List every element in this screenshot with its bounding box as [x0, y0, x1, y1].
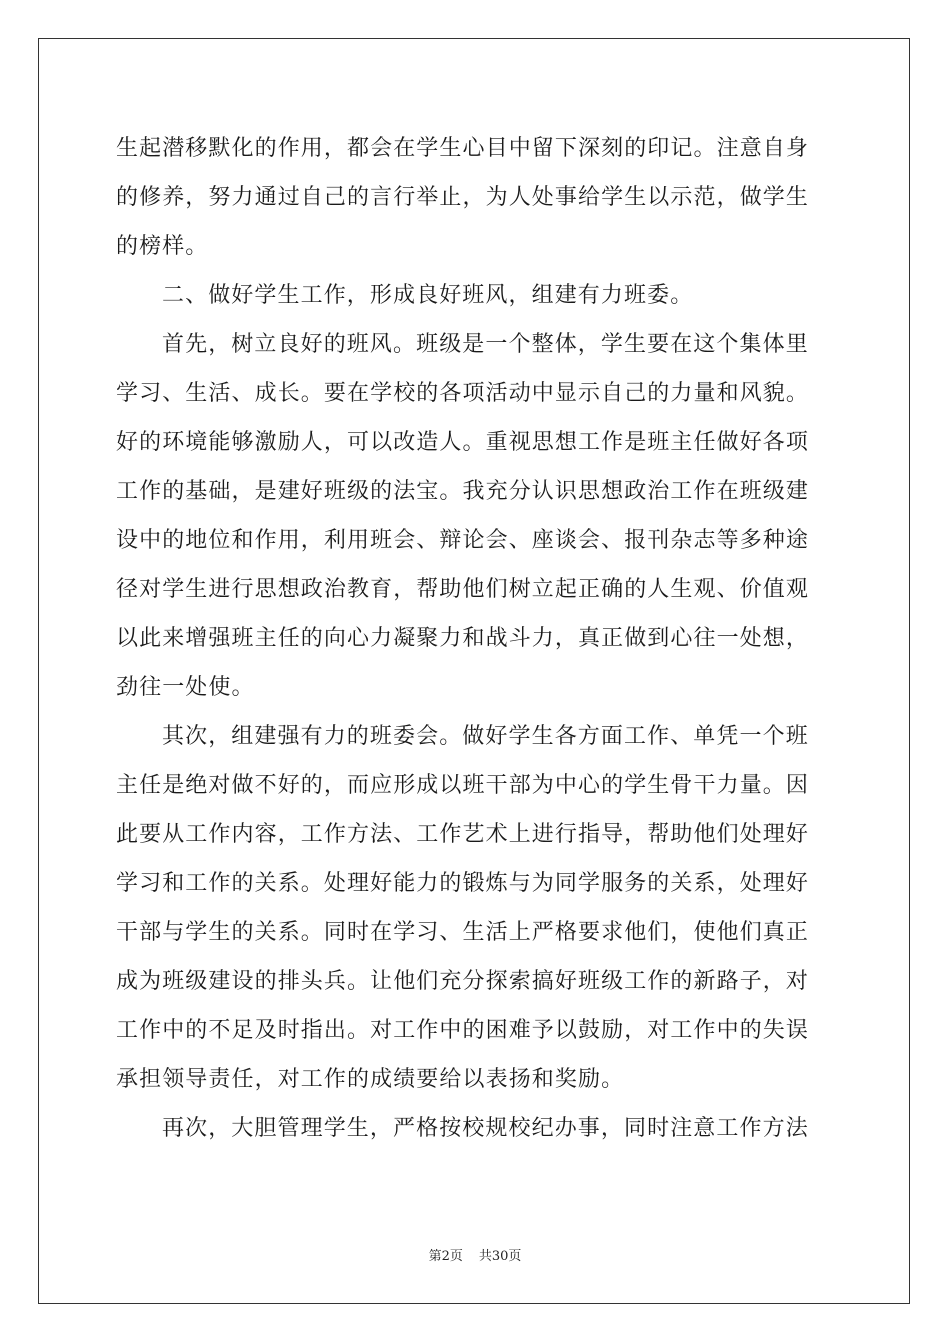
page-footer — [0, 1245, 950, 1264]
text-line: 以此来增强班主任的向心力凝聚力和战斗力，真正做到心往一处想， — [116, 626, 810, 651]
text-line: 此要从工作内容，工作方法、工作艺术上进行指导，帮助他们处理好 — [116, 822, 810, 847]
text-line: 工作中的不足及时指出。对工作中的困难予以鼓励，对工作中的失误 — [116, 1018, 810, 1043]
text-line: 干部与学生的关系。同时在学习、生活上严格要求他们，使他们真正 — [116, 920, 810, 945]
document-body — [116, 124, 834, 1153]
text-line: 的榜样。 — [116, 234, 209, 259]
text-line: 设中的地位和作用，利用班会、辩论会、座谈会、报刊杂志等多种途 — [116, 528, 810, 553]
text-line: 的修养，努力通过自己的言行举止，为人处事给学生以示范，做学生 — [116, 185, 810, 210]
text-line: 学习、生活、成长。要在学校的各项活动中显示自己的力量和风貌。 — [116, 381, 810, 406]
paragraph-start: 其次，组建强有力的班委会。做好学生各方面工作、单凭一个班 — [162, 724, 809, 749]
page-number: 第2页 — [428, 1249, 463, 1264]
section-heading: 二、做好学生工作，形成良好班风，组建有力班委。 — [162, 283, 694, 308]
text-line: 主任是绝对做不好的，而应形成以班干部为中心的学生骨干力量。因 — [116, 773, 810, 798]
text-line: 承担领导责任，对工作的成绩要给以表扬和奖励。 — [116, 1067, 625, 1092]
text-line: 劲往一处使。 — [116, 675, 255, 700]
paragraph-start: 再次，大胆管理学生，严格按校规校纪办事，同时注意工作方法 — [162, 1116, 809, 1141]
page-total: 共30页 — [478, 1249, 522, 1264]
paragraph-start: 首先，树立良好的班风。班级是一个整体，学生要在这个集体里 — [162, 332, 809, 357]
text-line: 好的环境能够激励人，可以改造人。重视思想工作是班主任做好各项 — [116, 430, 810, 455]
text-line: 工作的基础，是建好班级的法宝。我充分认识思想政治工作在班级建 — [116, 479, 810, 504]
text-line: 成为班级建设的排头兵。让他们充分探索搞好班级工作的新路子，对 — [116, 969, 810, 994]
text-line: 学习和工作的关系。处理好能力的锻炼与为同学服务的关系，处理好 — [116, 871, 810, 896]
text-line: 生起潜移默化的作用，都会在学生心目中留下深刻的印记。注意自身 — [116, 136, 810, 161]
text-line: 径对学生进行思想政治教育，帮助他们树立起正确的人生观、价值观 — [116, 577, 810, 602]
